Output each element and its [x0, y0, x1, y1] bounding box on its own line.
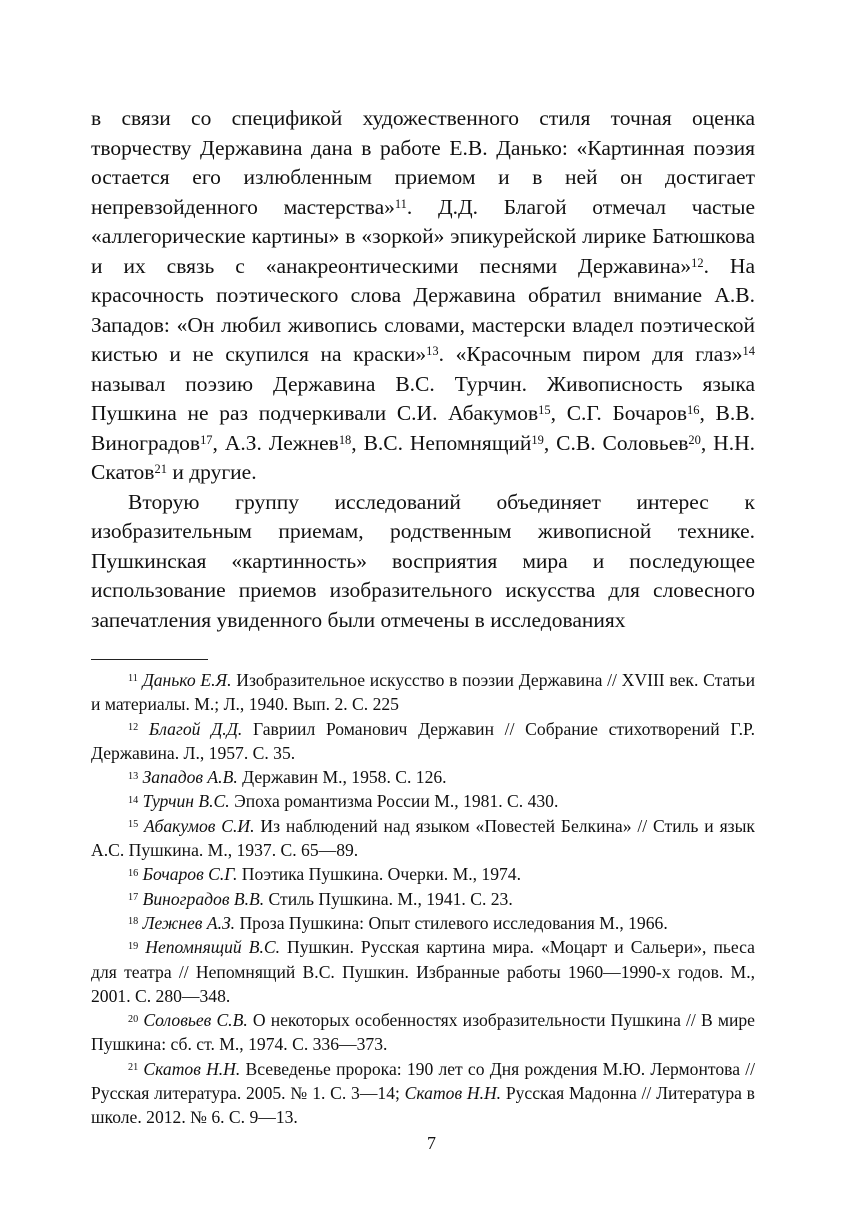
footnote-text: Проза Пушкина: Опыт стилевого исследования М., 1966.	[235, 912, 668, 933]
footnote-15	[91, 814, 755, 863]
footnote-19	[91, 935, 755, 1008]
footnote-text: Эпоха романтизма России М., 1981. С. 430.	[229, 791, 559, 812]
footnote-author: Западов А.В.	[142, 767, 238, 788]
footnote-ref-16[interactable]: 16	[687, 403, 700, 418]
footnote-ref-21[interactable]: 21	[154, 462, 167, 477]
footnote-text: О некоторых особенностях изобразительности Пушкина // В мире Пушкина: сб. ст. М., 1974. С. 336—373.	[91, 1010, 755, 1055]
paragraph-1	[91, 104, 755, 488]
footnote-author: Виноградов В.В.	[142, 888, 265, 909]
footnote-number: 21	[128, 1062, 139, 1074]
footnote-21	[91, 1057, 755, 1130]
footnote-author: Турчин В.С.	[142, 791, 230, 812]
footnote-number: 13	[128, 770, 139, 782]
footnote-number: 16	[128, 867, 139, 879]
footnote-separator	[91, 659, 208, 660]
footnote-number: 20	[128, 1013, 139, 1025]
footnote-text: Всеведенье пророка: 190 лет со Дня рождения М.Ю. Лермонтова // Русская литература. 2005. № 1. С. 3—14;	[91, 1058, 756, 1104]
footnote-11	[91, 668, 755, 717]
text-run: , В.С. Непомнящий	[351, 430, 532, 455]
footnote-ref-11[interactable]: 11	[394, 196, 407, 211]
footnote-text: Поэтика Пушкина. Очерки. М., 1974.	[237, 864, 521, 885]
footnote-number: 15	[128, 819, 139, 831]
footnote-14	[91, 789, 755, 813]
footnote-author: Абакумов С.И.	[144, 815, 255, 836]
footnote-number: 19	[128, 940, 139, 952]
text-run: , С.Г. Бочаров	[550, 401, 688, 425]
footnote-text: Державин М., 1958. С. 126.	[237, 767, 447, 788]
text-run: . «Красочным пиром для глаз»	[438, 342, 743, 366]
footnote-number: 17	[128, 892, 139, 904]
footnote-number: 18	[128, 916, 139, 928]
footnote-16	[91, 862, 755, 886]
footnote-20	[91, 1008, 755, 1057]
footnote-ref-14[interactable]: 14	[742, 344, 755, 359]
text-run: . Д.Д. Благой отмечал частые «аллегорические картины» в «зоркой» эпикурейской лирике Батюшкова и их связь с «анакреонтическими песнями Державина»	[91, 194, 755, 278]
text-run: . На красочность поэтического слова Державина обратил внимание А.В. Западов: «Он любил живопись словами, мастерски владел поэтической кистью и не скупился на краски»	[91, 253, 756, 366]
footnote-number: 11	[128, 673, 138, 685]
text-run: , Н.Н. Скатов	[91, 430, 755, 484]
footnotes	[91, 668, 755, 1130]
footnote-author: Данько Е.Я.	[142, 670, 232, 690]
footnote-author: Соловьев С.В.	[143, 1010, 248, 1031]
text-run: , А.З. Лежнев	[212, 430, 339, 455]
footnote-12	[91, 717, 755, 766]
footnote-text: Стиль Пушкина. М., 1941. С. 23.	[264, 888, 513, 909]
footnote-ref-18[interactable]: 18	[338, 432, 352, 447]
footnote-text: Изобразительное искусство в поэзии Державина // XVIII век. Статьи и материалы. М.; Л., 1940. Вып. 2. С. 225	[91, 670, 755, 715]
text-run: , С.В. Соловьев	[543, 430, 689, 455]
footnote-author: Непомнящий В.С.	[145, 937, 280, 958]
footnote-author: Благой Д.Д.	[148, 718, 243, 739]
footnote-number: 12	[128, 722, 139, 734]
footnote-text: Гавриил Романович Державин // Собрание стихотворений Г.Р. Державина. Л., 1957. С. 35.	[91, 718, 755, 763]
footnote-ref-19[interactable]: 19	[531, 432, 544, 447]
footnote-text: Пушкин. Русская картина мира. «Моцарт и Сальери», пьеса для театра // Непомнящий В.С. Пушкин. Избранные работы 1960—1990-х годов. М., 2001. С. 280—348.	[91, 937, 755, 1006]
text-run: называл поэзию Державина В.С. Турчин. Живописность языка Пушкина не раз подчеркивали С.И. Абакумов	[91, 371, 755, 425]
footnote-ref-13[interactable]: 13	[426, 344, 439, 359]
main-text	[91, 104, 755, 635]
paragraph-2: Вторую группу исследований объединяет интерес к изобразительным приемам, родственным живописной технике. Пушкинская «картинность» восприятия мира и последующее использование приемов изобразительного искусства для словесного запечатления увиденного были отмечены в исследованиях	[91, 489, 755, 632]
page-number: 7	[427, 1133, 436, 1153]
text-run: и другие.	[166, 460, 257, 484]
footnote-number: 14	[128, 794, 139, 806]
text-run: , В.В. Виноградов	[91, 401, 755, 455]
footnote-17	[91, 887, 755, 911]
footnote-ref-12[interactable]: 12	[691, 255, 704, 270]
footnote-ref-20[interactable]: 20	[688, 432, 701, 447]
footnote-text: Русская Мадонна // Литература в школе. 2012. № 6. С. 9—13.	[91, 1083, 755, 1128]
footnote-18	[91, 911, 755, 935]
footnote-13	[91, 765, 755, 789]
footnote-author: Лежнев А.З.	[142, 912, 236, 933]
footnote-author: Бочаров С.Г.	[142, 864, 238, 885]
footnote-ref-15[interactable]: 15	[538, 403, 551, 418]
footnote-author: Скатов Н.Н.	[143, 1058, 241, 1079]
footnote-ref-17[interactable]: 17	[200, 432, 213, 447]
footnote-text: Из наблюдений над языком «Повестей Белкина» // Стиль и язык А.С. Пушкина. М., 1937. С. 65—89.	[91, 815, 755, 861]
text-run: в связи со спецификой художественного стиля точная оценка творчеству Державина дана в работе Е.В. Данько: «Картинная поэзия остается его излюбленным приемом и в ней он достигает непревзойденного мастерства»	[91, 106, 755, 219]
footnote-author: Скатов Н.Н.	[404, 1083, 502, 1104]
